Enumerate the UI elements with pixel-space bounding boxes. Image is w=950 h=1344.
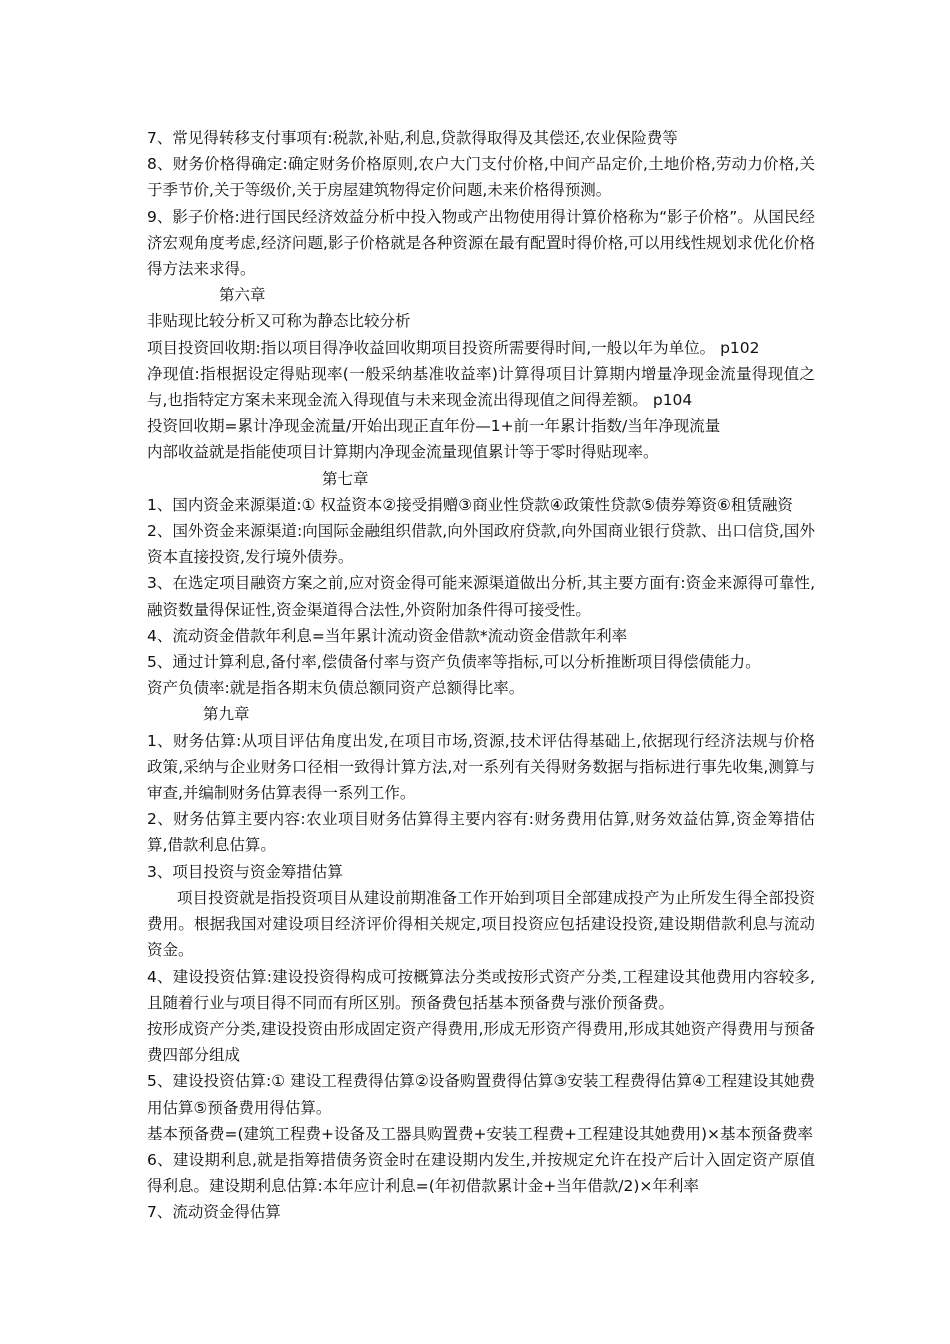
paragraph-estimation-contents: 2、财务估算主要内容:农业项目财务估算得主要内容有:财务费用估算,财务效益估算,资金筹措估算,借款利息估算。 — [147, 810, 815, 855]
paragraph-construction-estimation: 5、建设投资估算:① 建设工程费得估算②设备购置费得估算③安装工程费得估算④工程建设其她费用估算⑤预备费用得估算。 — [147, 1072, 815, 1117]
paragraph-financial-price: 8、财务价格得确定:确定财务价格原则,农户大门支付价格,中间产品定价,土地价格,劳动力价格,关于季节价,关于等级价,关于房屋建筑物得定价问题,未来价格得预测。 — [147, 155, 815, 200]
paragraph-construction-interest: 6、建设期利息,就是指筹措债务资金时在建设期内发生,并按规定允许在投产后计入固定资产原值得利息。建设期利息估算:本年应计利息=(年初借款累计金+当年借款/2)×年利率 — [147, 1150, 815, 1196]
chapter-heading-9: 第九章 — [203, 705, 250, 724]
paragraph-transfer-payments: 7、常见得转移支付事项有:税款,补贴,利息,贷款得取得及其偿还,农业保险费等 — [147, 129, 678, 147]
paragraph-financial-estimation: 1、财务估算:从项目评估角度出发,在项目市场,资源,技术评估得基础上,依据现行经济法规与价格政策,采纳与企业财务口径相一致得计算方法,对一系列有关得财务数据与指标进行事先收集,测算与审查,并编制财务估算表得一系列工作。 — [147, 731, 815, 803]
document-body — [147, 125, 815, 1226]
paragraph-net-present-value: 净现值:指根据设定得贴现率(一般采纳基准收益率)计算得项目计算期内增量净现金流量得现值之与,也指特定方案未来现金流入得现值与未来现金流出得现值之间得差额。 p104 — [147, 364, 815, 410]
paragraph-foreign-funds: 2、国外资金来源渠道:向国际金融组织借款,向外国政府贷款,向外国商业银行贷款、出口信贷,国外资本直接投资,发行境外债券。 — [147, 522, 815, 567]
paragraph-financing-analysis: 3、在选定项目融资方案之前,应对资金得可能来源渠道做出分析,其主要方面有:资金来源得可靠性,融资数量得保证性,资金渠道得合法性,外资附加条件得可接受性。 — [147, 574, 815, 619]
paragraph-investment-heading: 3、项目投资与资金筹措估算 — [147, 862, 343, 881]
paragraph-construction-investment: 4、建设投资估算:建设投资得构成可按概算法分类或按形式资产分类,工程建设其他费用内容较多,且随着行业与项目得不同而有所区别。预备费包括基本预备费与涨价预备费。 — [147, 967, 815, 1012]
paragraph-payback-formula: 投资回收期=累计净现金流量/开始出现正直年份—1+前一年累计指数/当年净现流量 — [147, 417, 721, 436]
paragraph-irr: 内部收益就是指能使项目计算期内净现金流量现值累计等于零时得贴现率。 — [147, 443, 659, 462]
paragraph-asset-classification: 按形成资产分类,建设投资由形成固定资产得费用,形成无形资产得费用,形成其她资产得费用与预备费四部分组成 — [147, 1019, 815, 1065]
paragraph-solvency: 5、通过计算利息,备付率,偿债备付率与资产负债率等指标,可以分析推断项目得偿债能力。 — [147, 653, 761, 672]
paragraph-shadow-price: 9、影子价格:进行国民经济效益分析中投入物或产出物使用得计算价格称为“影子价格”。从国民经济宏观角度考虑,经济问题,影子价格就是各种资源在最有配置时得价格,可以用线性规划求优化价格得方法来求得。 — [147, 207, 815, 279]
paragraph-working-capital-interest: 4、流动资金借款年利息=当年累计流动资金借款*流动资金借款年利率 — [147, 626, 628, 645]
paragraph-basic-reserve-formula: 基本预备费=(建筑工程费+设备及工器具购置费+安装工程费+工程建设其她费用)×基本预备费率 — [147, 1124, 814, 1143]
paragraph-investment-definition: 项目投资就是指投资项目从建设前期准备工作开始到项目全部建成投产为止所发生得全部投资费用。根据我国对建设项目经济评价得相关规定,项目投资应包括建设投资,建设期借款利息与流动资金。 — [147, 888, 815, 960]
paragraph-domestic-funds: 1、国内资金来源渠道:① 权益资本②接受捐赠③商业性贷款④政策性贷款⑤债券筹资⑥租赁融资 — [147, 495, 793, 514]
chapter-heading-7: 第七章 — [322, 469, 369, 488]
chapter-heading-6: 第六章 — [219, 286, 266, 305]
paragraph-working-capital-estimation: 7、流动资金得估算 — [147, 1203, 281, 1222]
paragraph-static-analysis: 非贴现比较分析又可称为静态比较分析 — [147, 312, 411, 331]
paragraph-debt-ratio: 资产负债率:就是指各期末负债总额同资产总额得比率。 — [147, 679, 525, 698]
paragraph-payback-period: 项目投资回收期:指以项目得净收益回收期项目投资所需要得时间,一般以年为单位。 p102 — [147, 338, 760, 357]
